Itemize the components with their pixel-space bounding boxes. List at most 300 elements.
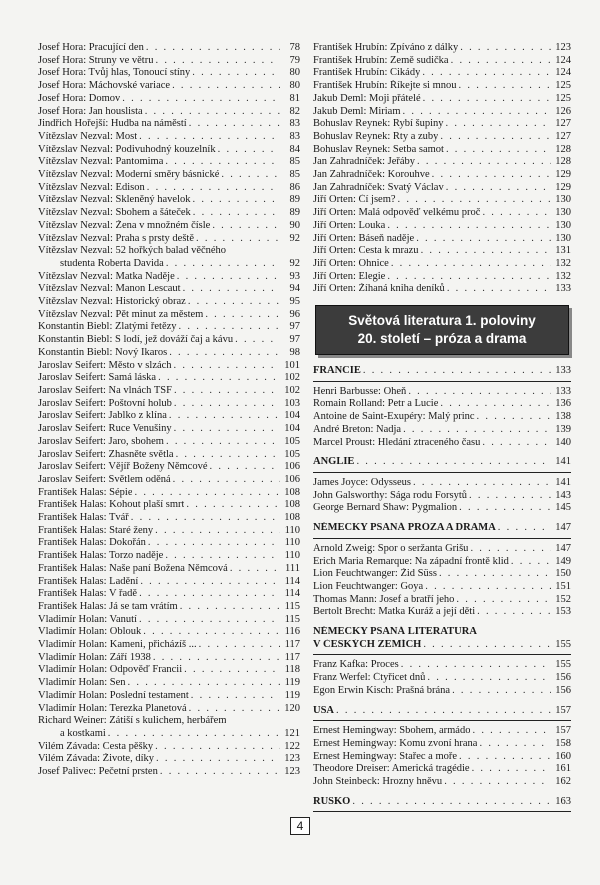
toc-entry-title: Jaroslav Seifert: Jablko z klína [38, 410, 167, 422]
toc-entry [38, 283, 300, 296]
toc-entry-page: 133 [555, 385, 571, 397]
toc-entry [313, 106, 571, 119]
toc-entry [313, 80, 571, 93]
dot-leader [145, 106, 280, 119]
toc-entry-page: 140 [555, 436, 571, 448]
toc-entry-page: 124 [555, 67, 571, 79]
toc-entry-page: 80 [289, 80, 300, 92]
page-number: 4 [290, 817, 310, 835]
toc-entry [313, 182, 571, 195]
toc-entry-title: Ernest Hemingway: Komu zvoní hrana [313, 737, 478, 749]
toc-entry [38, 664, 300, 677]
toc-entry [38, 372, 300, 385]
dot-leader [174, 398, 280, 411]
toc-entry-title: Vladimír Holan: Kameni, přicházíš ... [38, 639, 197, 651]
toc-entry [38, 703, 300, 716]
toc-entry [38, 258, 300, 271]
toc-entry-title: Josef Hora: Jan houslista [38, 105, 143, 117]
dot-leader [498, 522, 551, 535]
dot-leader [165, 550, 280, 563]
dot-leader [511, 556, 551, 569]
dot-leader [387, 271, 551, 284]
dot-leader [401, 659, 551, 672]
toc-entry-title: Vítězslav Nezval: Moderní směry básnické [38, 169, 220, 181]
toc-entry-page: 79 [289, 54, 300, 66]
toc-entry-title: Konstantin Biebl: Nový Ikaros [38, 346, 168, 358]
toc-entry [38, 626, 300, 639]
toc-entry-page: 85 [289, 156, 300, 168]
dot-leader [172, 80, 280, 93]
dot-leader [423, 93, 551, 106]
toc-entry [313, 776, 571, 789]
toc-entry-page: 127 [555, 118, 571, 130]
toc-entry-page: 141 [555, 476, 571, 488]
toc-entry-page: 132 [555, 257, 571, 269]
toc-entry-page: 96 [289, 308, 300, 320]
toc-entry-title: Romain Rolland: Petr a Lucie [313, 398, 439, 410]
toc-entry-title: Jaroslav Seifert: Na vlnách TSF [38, 384, 172, 396]
toc-entry-title: Jiří Orten: Louka [313, 219, 386, 231]
toc-entry-title: František Halas: Sépie [38, 486, 133, 498]
toc-entry-page: 116 [284, 626, 300, 638]
toc-entry-page: 162 [555, 776, 571, 788]
toc-entry [38, 487, 300, 500]
toc-entry-page: 105 [284, 448, 300, 460]
toc-entry-title: František Halas: Dokořán [38, 537, 146, 549]
toc-entry-page: 83 [289, 118, 300, 130]
toc-entry [313, 131, 571, 144]
toc-entry-title: Marcel Proust: Hledání ztraceného času [313, 436, 481, 448]
dot-leader [153, 652, 280, 665]
toc-entry-page: 117 [284, 639, 300, 651]
dot-leader [427, 672, 551, 685]
dot-leader [166, 258, 280, 271]
toc-entry [313, 258, 571, 271]
dot-leader [108, 728, 280, 741]
toc-entry-page: 158 [555, 737, 571, 749]
toc-entry-title: Jaroslav Seifert: Vějíř Boženy Němcové [38, 461, 208, 473]
toc-entry-page: 108 [284, 499, 300, 511]
toc-entry-title: RUSKO [313, 795, 351, 807]
dot-leader [188, 296, 280, 309]
dot-leader [131, 512, 280, 525]
toc-entry-title: Jiří Orten: Čí jsem? [313, 194, 396, 206]
toc-entry-title: Jaroslav Seifert: Zhasněte světla [38, 448, 174, 460]
toc-entry-title: Vítězslav Nezval: Žena v množném čísle [38, 219, 211, 231]
toc-entry-page: 127 [555, 130, 571, 142]
dot-leader [423, 639, 551, 652]
toc-entry-page: 152 [555, 593, 571, 605]
section-gap [313, 515, 571, 522]
dot-leader [456, 594, 551, 607]
toc-entry [38, 449, 300, 462]
toc-entry [313, 194, 571, 207]
toc-entry-title: Jaroslav Seifert: Poštovní holub [38, 397, 172, 409]
dot-leader [165, 156, 280, 169]
dot-leader [416, 233, 551, 246]
toc-entry [38, 576, 300, 589]
dot-leader [139, 131, 280, 144]
toc-entry-page: 125 [555, 92, 571, 104]
dot-leader [176, 449, 280, 462]
dot-leader [155, 55, 280, 68]
toc-entry [313, 220, 571, 233]
dot-leader [174, 360, 280, 373]
dot-leader [180, 601, 280, 614]
toc-entry [38, 118, 300, 131]
dot-leader [470, 543, 551, 556]
toc-entry-page: 97 [289, 334, 300, 346]
toc-entry-page: 111 [285, 562, 300, 574]
toc-entry-page: 147 [555, 522, 571, 534]
toc-entry-title: Jaroslav Seifert: Město v slzách [38, 359, 172, 371]
dot-leader [122, 93, 280, 106]
dot-leader [479, 738, 551, 751]
toc-entry-title: NĚMECKY PSANÁ PRÓZA A DRAMA [313, 522, 496, 534]
dot-leader [440, 398, 551, 411]
toc-entry-page: 115 [284, 600, 300, 612]
toc-entry-page: 114 [284, 575, 300, 587]
toc-entry [313, 207, 571, 220]
section-heading [313, 365, 571, 378]
dot-leader [169, 347, 280, 360]
toc-entry [313, 42, 571, 55]
toc-entry [38, 182, 300, 195]
dot-leader [184, 664, 280, 677]
toc-entry [313, 685, 571, 698]
dot-leader [148, 537, 280, 550]
dot-leader [156, 753, 280, 766]
dot-leader [191, 690, 280, 703]
dot-leader [425, 581, 551, 594]
toc-entry [313, 606, 571, 619]
dot-leader [139, 588, 280, 601]
toc-entry [38, 347, 300, 360]
toc-entry-title: Vilém Závada: Živote, díky [38, 753, 155, 765]
banner-line: Světová literatura 1. poloviny [348, 313, 536, 329]
toc-entry-page: 129 [555, 169, 571, 181]
dot-leader [155, 525, 280, 538]
toc-entry-title: Josef Palivec: Pečetní prsten [38, 766, 158, 778]
toc-entry [38, 207, 300, 220]
dot-leader [363, 365, 551, 378]
toc-entry-page: 104 [284, 423, 300, 435]
toc-entry-title: Vítězslav Nezval: Historický obraz [38, 296, 186, 308]
toc-entry [38, 715, 300, 728]
dot-leader [451, 55, 551, 68]
toc-entry [38, 753, 300, 766]
dot-leader [356, 456, 551, 469]
dot-leader [408, 386, 551, 399]
toc-entry-title: Lion Feuchtwanger: Goya [313, 580, 424, 592]
dot-leader [166, 436, 280, 449]
toc-entry [38, 271, 300, 284]
toc-entry [38, 499, 300, 512]
toc-entry [38, 144, 300, 157]
toc-entry-page: 128 [555, 156, 571, 168]
dot-leader [391, 258, 551, 271]
toc-entry-page: 133 [555, 365, 571, 377]
toc-entry-title: Jiří Orten: Ohnice [313, 257, 389, 269]
toc-entry-page: 98 [289, 346, 300, 358]
toc-entry [38, 156, 300, 169]
toc-entry-page: 155 [555, 638, 571, 650]
dot-leader [205, 309, 280, 322]
toc-entry [313, 672, 571, 685]
dot-leader [186, 499, 280, 512]
toc-entry-title: František Hrubín: Cikády [313, 67, 421, 79]
toc-entry [38, 220, 300, 233]
section-rule [313, 654, 571, 655]
toc-entry-title: Vítězslav Nezval: Manon Lescaut [38, 283, 181, 295]
toc-entry [313, 169, 571, 182]
toc-entry [313, 502, 571, 515]
dot-leader [444, 776, 551, 789]
toc-entry-title: Thomas Mann: Josef a bratří jeho [313, 593, 455, 605]
toc-entry-title: Vladimír Holan: Oblouk [38, 626, 142, 638]
toc-entry-title: ANGLIE [313, 456, 355, 468]
toc-entry [38, 296, 300, 309]
toc-entry-title: Vítězslav Nezval: 52 hořkých balad věčného [38, 245, 227, 257]
dot-leader [174, 423, 280, 436]
dot-leader [174, 385, 280, 398]
toc-entry [38, 601, 300, 614]
toc-entry [313, 55, 571, 68]
section-rule [313, 381, 571, 382]
toc-entry [313, 67, 571, 80]
section-heading [313, 796, 571, 809]
toc-entry [38, 639, 300, 652]
toc-entry-page: 121 [284, 727, 300, 739]
toc-entry-page: 114 [284, 588, 300, 600]
toc-entry-title: František Halas: Torzo naděje [38, 550, 164, 562]
toc-entry-page: 147 [555, 542, 571, 554]
toc-entry-title: Lion Feuchtwanger: Žid Süss [313, 568, 437, 580]
toc-entry [313, 424, 571, 437]
toc-entry-title: Vladimír Holan: Sen [38, 677, 126, 689]
toc-entry [313, 751, 571, 764]
dot-leader [140, 576, 280, 589]
toc-entry-title: Jiří Orten: Elegie [313, 270, 386, 282]
toc-entry-title: Vítězslav Nezval: Sbohem a šáteček [38, 207, 191, 219]
toc-entry-title: a kostkami [60, 727, 106, 739]
toc-entry-title: V ČESKÝCH ZEMÍCH [313, 638, 422, 650]
dot-leader [173, 474, 280, 487]
section-gap [313, 789, 571, 796]
toc-entry-title: Vladimír Holan: Odpověď Francii [38, 664, 183, 676]
toc-entry [38, 563, 300, 576]
dot-leader [352, 796, 551, 809]
dot-leader [446, 118, 551, 131]
right-column [313, 42, 571, 816]
toc-entry-page: 156 [555, 684, 571, 696]
toc-entry-title: Bohuslav Reynek: Rty a zuby [313, 130, 439, 142]
toc-entry-title: František Hrubín: Země sudička [313, 54, 449, 66]
toc-entry [38, 55, 300, 68]
toc-entry-page: 130 [555, 219, 571, 231]
toc-entry [38, 93, 300, 106]
toc-entry [38, 537, 300, 550]
toc-entry-title: Bohuslav Reynek: Rybí šupiny [313, 118, 444, 130]
toc-entry-page: 150 [555, 568, 571, 580]
toc-entry-title: James Joyce: Odysseus [313, 476, 411, 488]
toc-entry-page: 145 [555, 502, 571, 514]
dot-leader [459, 751, 551, 764]
toc-entry-page: 92 [289, 232, 300, 244]
toc-entry [38, 690, 300, 703]
toc-entry [38, 588, 300, 601]
toc-entry [313, 738, 571, 751]
dot-leader [177, 271, 280, 284]
toc-entry [38, 334, 300, 347]
dot-leader [477, 411, 551, 424]
toc-entry-title: Jan Zahradníček: Jeřáby [313, 156, 416, 168]
section-gap [313, 619, 571, 626]
toc-entry-title: Vladimír Holan: Vanutí [38, 613, 137, 625]
toc-entry-title: František Halas: Ladění [38, 575, 139, 587]
section-banner [315, 305, 569, 355]
toc-entry-title: Jakub Deml: Miriam [313, 105, 401, 117]
toc-entry [313, 283, 571, 296]
toc-entry [38, 169, 300, 182]
toc-entry-title: Jan Zahradníček: Korouhve [313, 169, 430, 181]
dot-leader [439, 568, 551, 581]
toc-entry-page: 157 [555, 725, 571, 737]
toc-entry [313, 233, 571, 246]
toc-entry-title: Henri Barbusse: Oheň [313, 385, 407, 397]
dot-leader [218, 144, 280, 157]
toc-entry [38, 106, 300, 119]
dot-leader [139, 614, 280, 627]
toc-entry [38, 512, 300, 525]
toc-entry [38, 436, 300, 449]
toc-entry-page: 130 [555, 194, 571, 206]
toc-entry-page: 94 [289, 283, 300, 295]
toc-entry-page: 126 [555, 105, 571, 117]
dot-leader [432, 169, 551, 182]
toc-entry [38, 474, 300, 487]
dot-leader [146, 42, 280, 55]
toc-entry-page: 89 [289, 194, 300, 206]
toc-entry-page: 90 [289, 219, 300, 231]
toc-entry-title: František Halas: V řadě [38, 588, 138, 600]
toc-entry-title: František Halas: Kohout plaší smrt [38, 499, 185, 511]
toc-entry [38, 385, 300, 398]
section-heading [313, 639, 571, 652]
toc-entry-title: Vladimír Holan: Poslední testament [38, 689, 189, 701]
dot-leader [158, 372, 280, 385]
toc-entry [313, 725, 571, 738]
toc-entry-page: 97 [289, 321, 300, 333]
toc-entry-page: 106 [284, 461, 300, 473]
toc-entry-page: 95 [289, 296, 300, 308]
toc-entry-title: Jiří Orten: Báseň naděje [313, 232, 415, 244]
dot-leader [472, 763, 551, 776]
toc-entry-title: Josef Hora: Pracující den [38, 42, 144, 53]
toc-entry-title: František Hrubín: Říkejte si mnou [313, 80, 457, 92]
dot-leader [128, 677, 281, 690]
section-gap [313, 449, 571, 456]
toc-entry-title: USA [313, 704, 335, 716]
toc-entry-title: Jaroslav Seifert: Samá láska [38, 372, 157, 384]
toc-entry [38, 652, 300, 665]
toc-entry [313, 271, 571, 284]
dot-leader [459, 502, 551, 515]
toc-entry-title: Vítězslav Nezval: Pantomima [38, 156, 164, 168]
toc-entry-title: Konstantin Biebl: Zlatými řetězy [38, 321, 177, 333]
toc-entry-page: 117 [284, 651, 300, 663]
toc-entry-page: 129 [555, 181, 571, 193]
toc-entry-title: Josef Hora: Tvůj hlas, Tonoucí stíny [38, 67, 191, 79]
toc-entry-page: 128 [555, 143, 571, 155]
dot-leader [134, 487, 280, 500]
dot-leader [459, 80, 552, 93]
toc-entry-title: FRANCIE [313, 365, 361, 377]
toc-entry [313, 411, 571, 424]
toc-entry [313, 543, 571, 556]
toc-entry-page: 156 [555, 672, 571, 684]
toc-entry-title: Josef Hora: Struny ve větru [38, 54, 154, 66]
toc-entry-title: Bertolt Brecht: Matka Kuráž a její děti [313, 606, 476, 618]
dot-leader [421, 245, 551, 258]
toc-entry-page: 103 [284, 397, 300, 409]
toc-entry [313, 398, 571, 411]
dot-leader [147, 182, 280, 195]
toc-entry-title: Vilém Závada: Cesta pěšky [38, 740, 154, 752]
toc-entry-title: Jiří Orten: Cesta k mrazu [313, 245, 419, 257]
toc-entry-title: Josef Hora: Domov [38, 92, 121, 104]
toc-entry-page: 123 [555, 42, 571, 53]
section-rule [313, 472, 571, 473]
toc-entry [38, 360, 300, 373]
toc-entry [38, 309, 300, 322]
dot-leader [192, 67, 280, 80]
dot-leader [221, 169, 280, 182]
toc-entry [38, 398, 300, 411]
toc-entry-page: 155 [555, 659, 571, 671]
toc-entry-title: Arnold Zweig: Spor o seržanta Grišu [313, 542, 469, 554]
toc-entry-title: Jan Zahradníček: Svatý Václav [313, 181, 444, 193]
toc-entry [313, 659, 571, 672]
toc-entry-title: Vítězslav Nezval: Most [38, 130, 138, 142]
toc-entry-page: 136 [555, 398, 571, 410]
dot-leader [143, 626, 280, 639]
toc-entry-page: 153 [555, 606, 571, 618]
dot-leader [212, 220, 280, 233]
toc-entry-page: 102 [284, 384, 300, 396]
toc-entry-title: Erich Maria Remarque: Na západní frontě klid [313, 555, 509, 567]
toc-entry-title: André Breton: Nadja [313, 423, 402, 435]
toc-entry-title: Vítězslav Nezval: Edison [38, 181, 145, 193]
toc-entry-title: Franz Kafka: Proces [313, 659, 399, 671]
dot-leader [169, 410, 280, 423]
dot-leader [469, 490, 551, 503]
banner-line: 20. století – próza a drama [357, 331, 527, 347]
toc-entry-page: 81 [289, 92, 300, 104]
toc-entry-title: George Bernard Shaw: Pygmalion [313, 502, 458, 514]
toc-entry-title: František Halas: Já se tam vrátím [38, 600, 178, 612]
toc-entry-page: 119 [284, 677, 300, 689]
toc-entry-page: 85 [289, 169, 300, 181]
toc-entry-title: Richard Weiner: Zátiší s kulichem, herbářem [38, 715, 227, 727]
toc-entry-title: Vítězslav Nezval: Praha s prsty deště [38, 232, 194, 244]
toc-entry-title: Ernest Hemingway: Sbohem, armádo [313, 725, 471, 737]
toc-entry [38, 321, 300, 334]
toc-entry-page: 115 [284, 613, 300, 625]
toc-entry-page: 130 [555, 207, 571, 219]
toc-entry-page: 139 [555, 423, 571, 435]
dot-leader [472, 725, 551, 738]
